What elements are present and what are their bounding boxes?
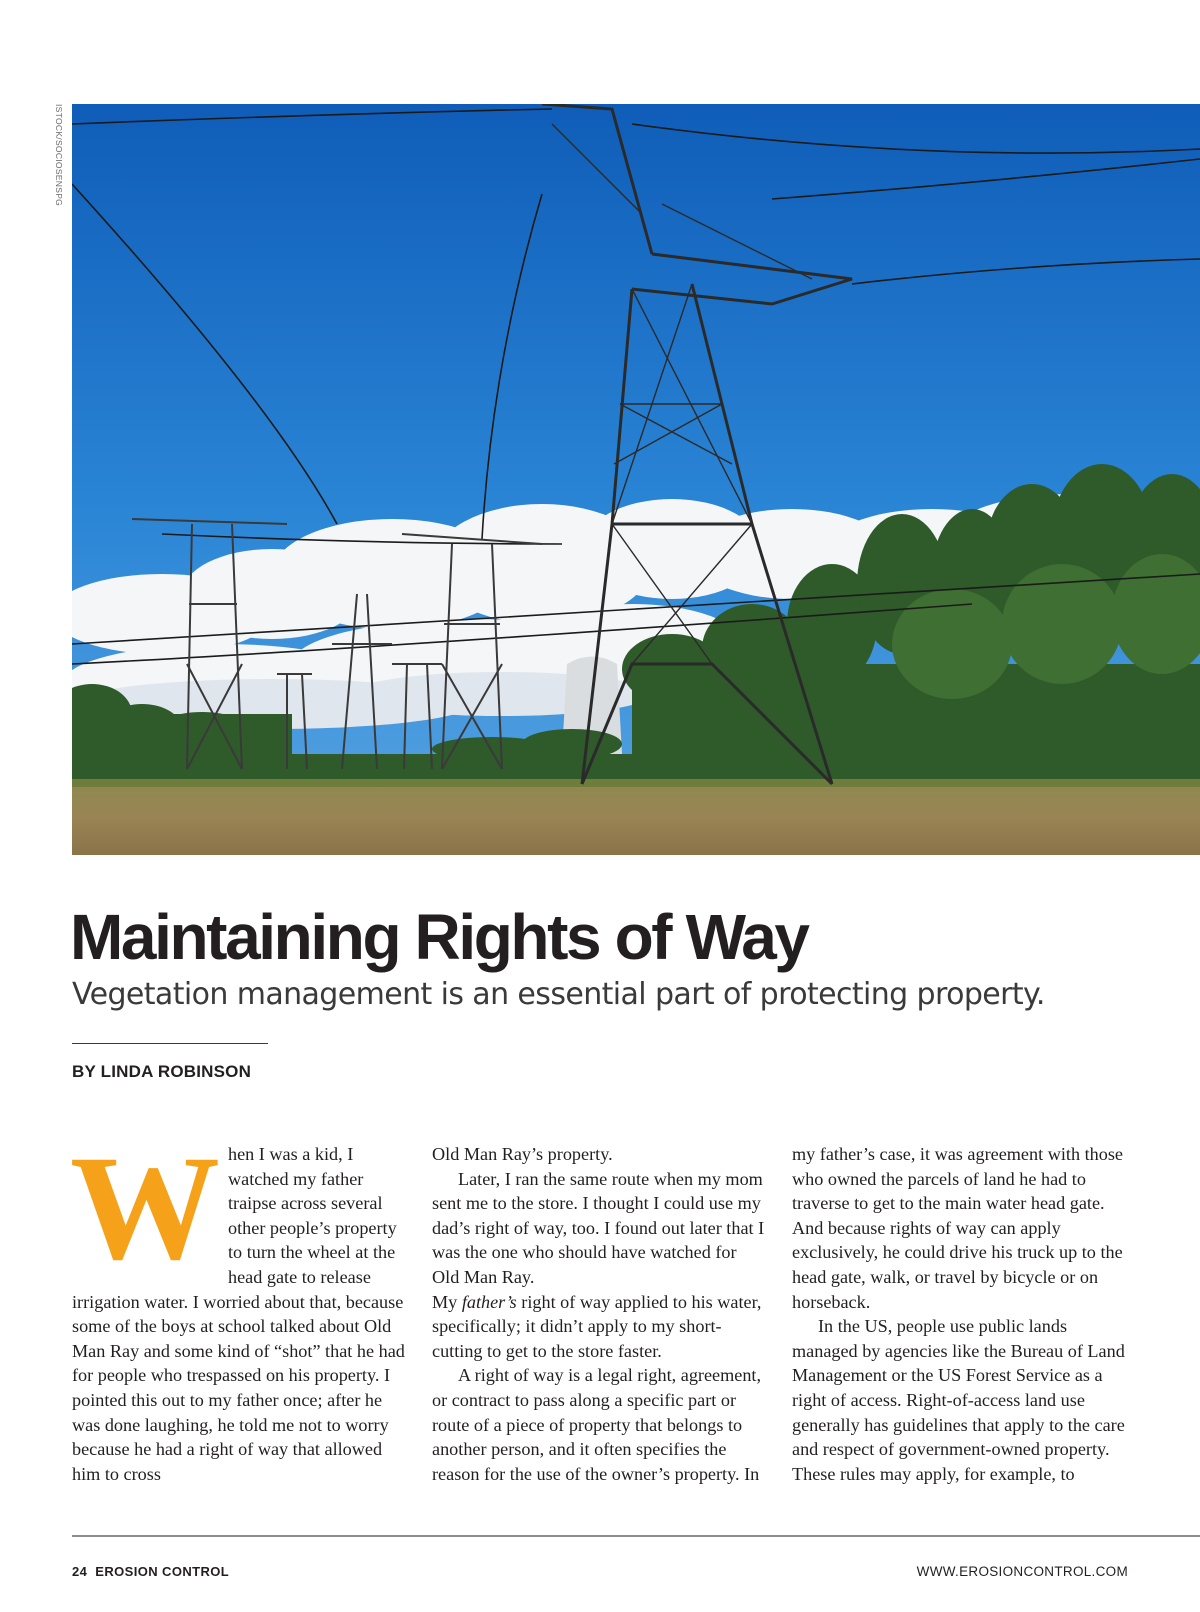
article-headline: Maintaining Rights of Way (70, 901, 808, 973)
body-paragraph: A right of way is a legal right, agreement, or contract to pass along a specific part or route of a piece of property that belongs to another person, and it often specifies the reason for the use of the owner’s property. In (432, 1365, 762, 1484)
body-text: My (432, 1291, 462, 1312)
body-paragraph: In the US, people use public lands managed by agencies like the Bureau of Land Management or the US Forest Service as a right of access. Right-of-access land use generally has guidelines that apply to the care and respect of government-owned property. These rules may apply, for example, to (792, 1316, 1125, 1484)
website-link[interactable]: WWW.EROSIONCONTROL.COM (916, 1564, 1128, 1579)
body-paragraph: Later, I ran the same route when my mom sent me to the store. I thought I could use my dad’s right of way, too. I found out later that I was the one who should have watched for Old Man Ray. (432, 1168, 765, 1287)
article-deck: Vegetation management is an essential part of protecting property. (72, 977, 1045, 1012)
footer-divider (72, 1535, 1200, 1537)
hero-photo (72, 104, 1200, 855)
body-text: right of way applied to his water, specifically; it didn’t apply to my short-cutting to get to the store faster. (432, 1291, 762, 1361)
publication-name: EROSION CONTROL (95, 1564, 230, 1579)
emphasis-text: father’s (461, 1291, 517, 1312)
body-column-1 (70, 1125, 410, 1486)
body-paragraph (432, 1290, 768, 1364)
page-number: 24 (72, 1564, 88, 1579)
body-paragraph: hen I was a kid, I watched my father traipse across several other people’s property to turn the wheel at the head gate to release irrigation water. I worried about that, because some of the boys at school talked about Old Man Ray and some kind of “shot” that he had for people who trespassed on his property. I pointed this out to my father once; after he was done laughing, he told me not to worry because he had a right of way that allowed him to cross (72, 1144, 405, 1484)
article-byline: BY LINDA ROBINSON (72, 1062, 252, 1081)
byline-divider (72, 1043, 268, 1044)
photo-credit: ISTOCK/SOCIOSENSPG (54, 104, 64, 207)
body-paragraph: my father’s case, it was agreement with those who owned the parcels of land he had to traverse to get to the main water head gate. And because rights of way can apply exclusively, he could drive his truck up to the head gate, walk, or travel by bicycle or on horseback. (792, 1144, 1123, 1312)
body-column-3 (792, 1142, 1126, 1486)
body-column-2 (432, 1142, 768, 1486)
page-folio (72, 1564, 229, 1579)
body-paragraph: Old Man Ray’s property. (432, 1144, 613, 1164)
drop-cap: W (70, 1125, 220, 1291)
